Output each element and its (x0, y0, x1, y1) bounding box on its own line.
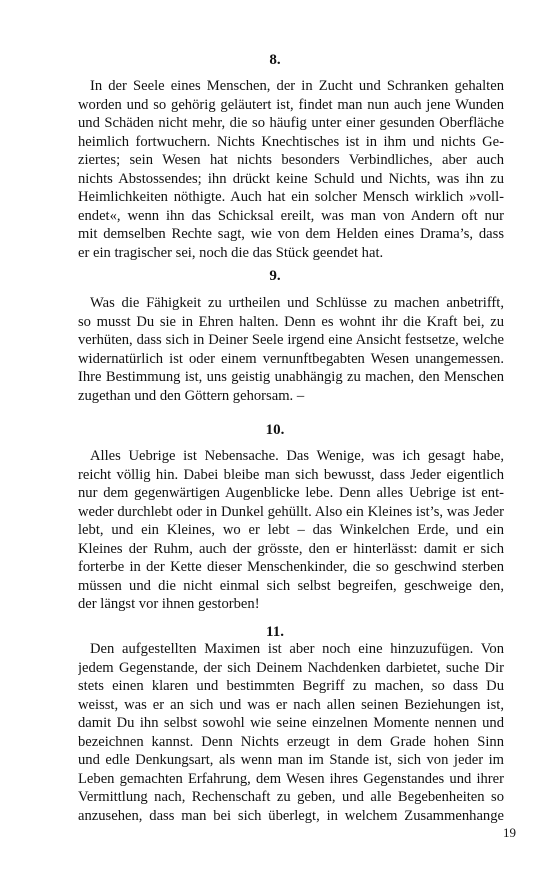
text-line: Alles Uebrige ist Nebensache. Das Wenige, was ich gesagt habe, (90, 448, 504, 464)
text-line: Kleines der Ruhm, auch der grösste, den er hinterlässt: damit er sich (78, 540, 504, 557)
text-line: jedem Gegenstande, der sich Deinem Nachdenken darbietet, suche Dir (78, 659, 504, 676)
section-paragraph-11 (78, 640, 504, 825)
text-line: forterbe in der Kette dieser Menschenkinder, die so geschwind sterben (78, 559, 504, 575)
section-heading-8: 8. (269, 52, 281, 68)
section-paragraph-10 (78, 447, 504, 614)
text-line: stets einen klaren und bestimmten Begriff zu machen, so dass Du (78, 678, 504, 694)
text-line: ziertes; sein Wesen hat nichts besonders Verbindliches, aber auch (78, 152, 504, 168)
text-line: widernatürlich ist oder einem vernunftbegabten Wesen unangemessen. (78, 350, 504, 367)
text-line: so musst Du sie in Ehren halten. Denn es wohnt ihr die Kraft bei, zu (78, 313, 504, 330)
text-line: weisst, was er an sich und was er nach allen seinen Beziehungen ist, (78, 696, 504, 713)
section-heading-11: 11. (266, 624, 284, 640)
text-line: endet«, wenn ihn das Schicksal ereilt, was man von Andern oft nur (78, 207, 504, 224)
text-line: heimlich fortwuchern. Nichts Knechtisches ist in ihm und nichts Ge- (78, 133, 504, 150)
text-line: Leben gemachten Erfahrung, dem Wesen ihres Gegenstandes und ihrer (78, 770, 504, 787)
text-line: nur dem gegenwärtigen Augenblicke lebe. Denn alles Uebrige ist ent- (78, 485, 504, 501)
text-line: reicht völlig hin. Dabei bleibe man sich bewusst, dass Jeder eigentlich (78, 466, 504, 483)
text-line: bezeichnen kannst. Denn Nichts erzeugt in dem Grade hohen Sinn (78, 733, 504, 750)
text-line: verhüten, dass sich in Deiner Seele irgend eine Ansicht festsetze, welche (78, 332, 504, 348)
section-paragraph-9 (78, 294, 504, 405)
text-line: anzusehen, dass man bei sich überlegt, in welchem Zusammenhange (78, 807, 504, 824)
text-line: der längst vor ihnen gestorben! (78, 596, 260, 612)
text-line: Ihre Bestimmung ist, uns geistig unabhängig zu machen, den Menschen (78, 369, 504, 385)
text-line: weder durchlebt oder in Dunkel gehüllt. Also ein Kleines ist’s, was Jeder (78, 503, 504, 520)
text-line: In der Seele eines Menschen, der in Zucht und Schranken gehalten (90, 78, 504, 94)
text-line: lebt, und ein Kleines, wo er lebt – das Winkelchen Erde, und ein (78, 522, 504, 538)
page-number: 19 (503, 825, 516, 840)
text-line: Was die Fähigkeit zu urtheilen und Schlüsse zu machen anbetrifft, (90, 295, 504, 311)
text-line: und Schäden nicht mehr, die so häufig unter einer gesunden Oberfläche (78, 115, 504, 131)
section-heading-10: 10. (265, 422, 285, 438)
section-heading-9: 9. (269, 268, 281, 284)
text-line: worden und so gehörig geläutert ist, findet man nun auch jene Wunden (78, 96, 504, 113)
text-line: er ein tragischer sei, noch die das Stück geendet hat. (78, 244, 384, 261)
text-line: mit demselben Rechte sagt, wie von dem Helden eines Drama’s, dass (78, 226, 504, 242)
text-line: Heimlichkeiten nöthigte. Auch hat ein solcher Mensch wirklich »voll- (78, 189, 504, 205)
text-line: Den aufgestellten Maximen ist aber noch eine hinzuzufügen. Von (90, 641, 504, 657)
text-line: und edle Denkungsart, als wenn man im Stande ist, sich von jeder im (78, 752, 504, 768)
text-line: zugethan und den Göttern gehorsam. – (78, 387, 305, 404)
text-line: Vermittlung nach, Rechenschaft zu geben, und alle Begebenheiten so (78, 789, 504, 805)
text-line: müssen und die nicht einmal sich selbst begreifen, geschweige den, (78, 577, 504, 594)
text-line: damit Du ihn selbst sowohl wie seine einzelnen Momente nennen und (78, 715, 504, 731)
section-paragraph-8 (78, 77, 504, 262)
text-line: nichts Abstossendes; ihn drückt keine Schuld und Nichts, was ihn zu (78, 170, 504, 187)
